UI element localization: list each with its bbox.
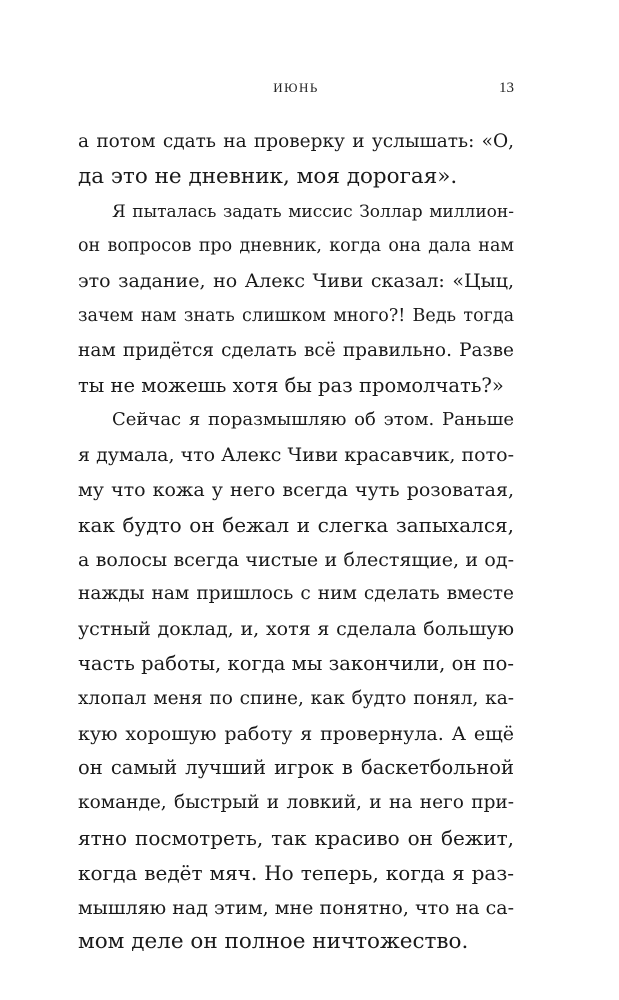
text-line: как будто он бежал и слегка запыхался, <box>78 512 514 537</box>
text-line: зачем нам знать слишком много?! Ведь тогда <box>78 305 514 326</box>
text-line: мышляю над этим, мне понятно, что на са- <box>78 896 514 919</box>
text-line: му что кожа у него всегда чуть розоватая, <box>78 478 514 501</box>
text-line: я думала, что Алекс Чиви красавчик, пото- <box>78 444 514 467</box>
text-line: ятно посмотреть, так красиво он бежит, <box>78 825 514 850</box>
text-line: он вопросов про дневник, когда она дала нам <box>78 236 514 257</box>
text-line: хлопал меня по спине, как будто понял, ка- <box>78 687 514 709</box>
text-line: команде, быстрый и ловкий, и на него при- <box>78 792 514 814</box>
text-line: когда ведёт мяч. Но теперь, когда я раз- <box>78 860 514 885</box>
text-line: мом деле он полное ничтожество. <box>78 929 469 955</box>
text-line: устный доклад, и, хотя я сделала большую <box>78 618 514 641</box>
text-line: ты не можешь хотя бы раз промолчать?» <box>78 373 504 397</box>
body-text <box>78 125 514 960</box>
running-header <box>78 80 514 104</box>
text-line: часть работы, когда мы закончили, он по- <box>78 651 514 675</box>
text-line: это задание, но Алекс Чиви сказал: «Цыц, <box>78 270 514 293</box>
chapter-title: ИЮНЬ <box>273 80 319 95</box>
text-line: нам придётся сделать всё правильно. Разве <box>78 339 514 361</box>
text-line: а потом сдать на проверку и услышать: «О, <box>78 131 514 152</box>
text-line: нажды нам пришлось с ним сделать вместе <box>78 583 514 605</box>
text-line: да это не дневник, моя дорогая». <box>78 163 458 189</box>
page-number: 13 <box>499 80 514 96</box>
text-line: а волосы всегда чистые и блестящие, и од- <box>78 548 514 571</box>
text-line: кую хорошую работу я провернула. А ещё <box>78 722 514 745</box>
text-line: Я пыталась задать миссис Золлар миллион- <box>112 201 514 222</box>
text-line: Сейчас я поразмышляю об этом. Раньше <box>112 409 514 431</box>
text-line: он самый лучший игрок в баскетбольной <box>78 756 514 780</box>
